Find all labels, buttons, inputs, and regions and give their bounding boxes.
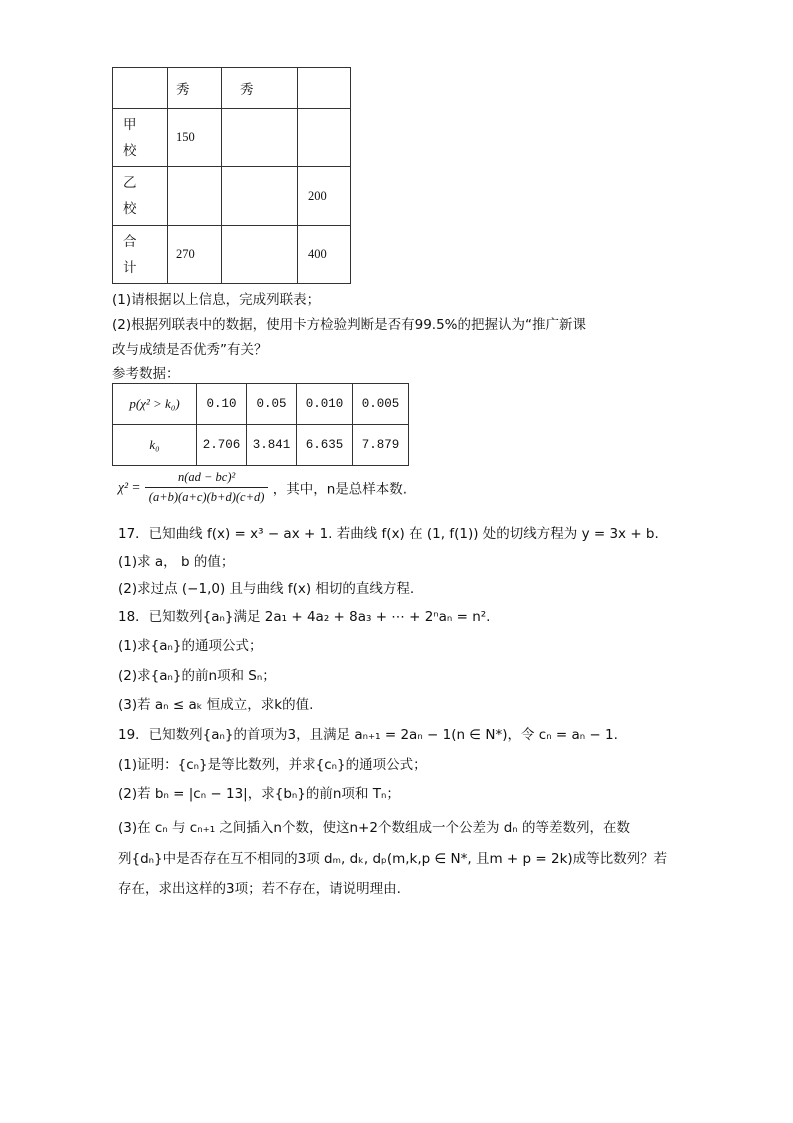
reference-data-label: 参考数据： bbox=[112, 366, 180, 382]
table-header-cell: p(χ² > k₀) bbox=[113, 384, 197, 425]
q19-stem: 19．已知数列{aₙ}的首项为3，且满足 aₙ₊₁ = 2aₙ − 1(n ∈ N*)，令 cₙ = aₙ − 1. bbox=[118, 727, 618, 743]
formula-fraction bbox=[145, 470, 269, 505]
q19-part3-line3: 存在，求出这样的3项；若不存在，请说明理由. bbox=[118, 881, 401, 897]
formula-lhs: χ² = bbox=[118, 479, 141, 495]
formula-numerator: n(ad − bc)² bbox=[145, 470, 269, 488]
table-cell: 0.005 bbox=[353, 384, 409, 425]
table-cell: 0.05 bbox=[247, 384, 297, 425]
table-row bbox=[113, 226, 351, 284]
table-header-cell: 秀 bbox=[168, 68, 222, 109]
table-cell: 200 bbox=[298, 167, 351, 226]
table-cell bbox=[298, 68, 351, 109]
table-cell: 2.706 bbox=[197, 425, 247, 466]
q18-part2: (2)求{aₙ}的前n项和 Sₙ； bbox=[118, 668, 276, 684]
table-row bbox=[113, 68, 351, 109]
q19-part2: (2)若 bₙ = |cₙ − 13|，求{bₙ}的前n项和 Tₙ； bbox=[118, 786, 400, 802]
q19-part3-line2: 列{dₙ}中是否存在互不相同的3项 dₘ, dₖ, dₚ(m,k,p ∈ N*, 且m + p = 2k)成等比数列？若 bbox=[118, 851, 668, 867]
table-row bbox=[113, 167, 351, 226]
formula-denominator: (a+b)(a+c)(b+d)(c+d) bbox=[148, 490, 265, 504]
table-row bbox=[113, 109, 351, 167]
table-cell bbox=[222, 167, 298, 226]
table-cell: 400 bbox=[298, 226, 351, 284]
row-label-yi: 乙校 bbox=[113, 167, 168, 226]
table-header-cell: k₀ bbox=[113, 425, 197, 466]
q17-part2: (2)求过点 (−1,0) 且与曲线 f(x) 相切的直线方程. bbox=[118, 581, 415, 597]
q19-part1: (1)证明：{cₙ}是等比数列，并求{cₙ}的通项公式； bbox=[118, 757, 427, 773]
table-cell: 0.10 bbox=[197, 384, 247, 425]
table-cell bbox=[222, 109, 298, 167]
q18-stem: 18．已知数列{aₙ}满足 2a₁ + 4a₂ + 8a₃ + ⋯ + 2ⁿaₙ = n². bbox=[118, 609, 491, 625]
q16-part2-line2: 改与成绩是否优秀”有关？ bbox=[112, 342, 268, 358]
q18-part1: (1)求{aₙ}的通项公式； bbox=[118, 638, 263, 654]
contingency-table bbox=[112, 67, 351, 284]
table-cell: 7.879 bbox=[353, 425, 409, 466]
table-cell: 270 bbox=[168, 226, 222, 284]
q17-stem: 17．已知曲线 f(x) = x³ − ax + 1. 若曲线 f(x) 在 (1, f(1)) 处的切线方程为 y = 3x + b. bbox=[118, 526, 659, 542]
critical-value-table bbox=[112, 383, 409, 466]
table-cell bbox=[113, 68, 168, 109]
q16-part2-line1: (2)根据列联表中的数据，使用卡方检验判断是否有99.5%的把握认为“推广新课 bbox=[112, 317, 587, 333]
table-row bbox=[113, 384, 409, 425]
chi-square-formula bbox=[118, 470, 407, 505]
q18-part3: (3)若 aₙ ≤ aₖ 恒成立，求k的值. bbox=[118, 697, 314, 713]
table-cell: 150 bbox=[168, 109, 222, 167]
table-row bbox=[113, 425, 409, 466]
table-cell bbox=[168, 167, 222, 226]
table-cell: 0.010 bbox=[297, 384, 353, 425]
row-label-jia: 甲校 bbox=[113, 109, 168, 167]
q16-part1: (1)请根据以上信息，完成列联表； bbox=[112, 292, 321, 308]
table-cell bbox=[298, 109, 351, 167]
q19-part3-line1: (3)在 cₙ 与 cₙ₊₁ 之间插入n个数，使这n+2个数组成一个公差为 dₙ 的等差数列，在数 bbox=[118, 820, 630, 836]
q17-part1: (1)求 a， b 的值； bbox=[118, 554, 235, 570]
table-header-cell: 秀 bbox=[222, 68, 298, 109]
table-cell: 6.635 bbox=[297, 425, 353, 466]
formula-tail: ，其中，n是总样本数. bbox=[272, 481, 408, 498]
table-cell: 3.841 bbox=[247, 425, 297, 466]
table-cell bbox=[222, 226, 298, 284]
row-label-total: 合计 bbox=[113, 226, 168, 284]
